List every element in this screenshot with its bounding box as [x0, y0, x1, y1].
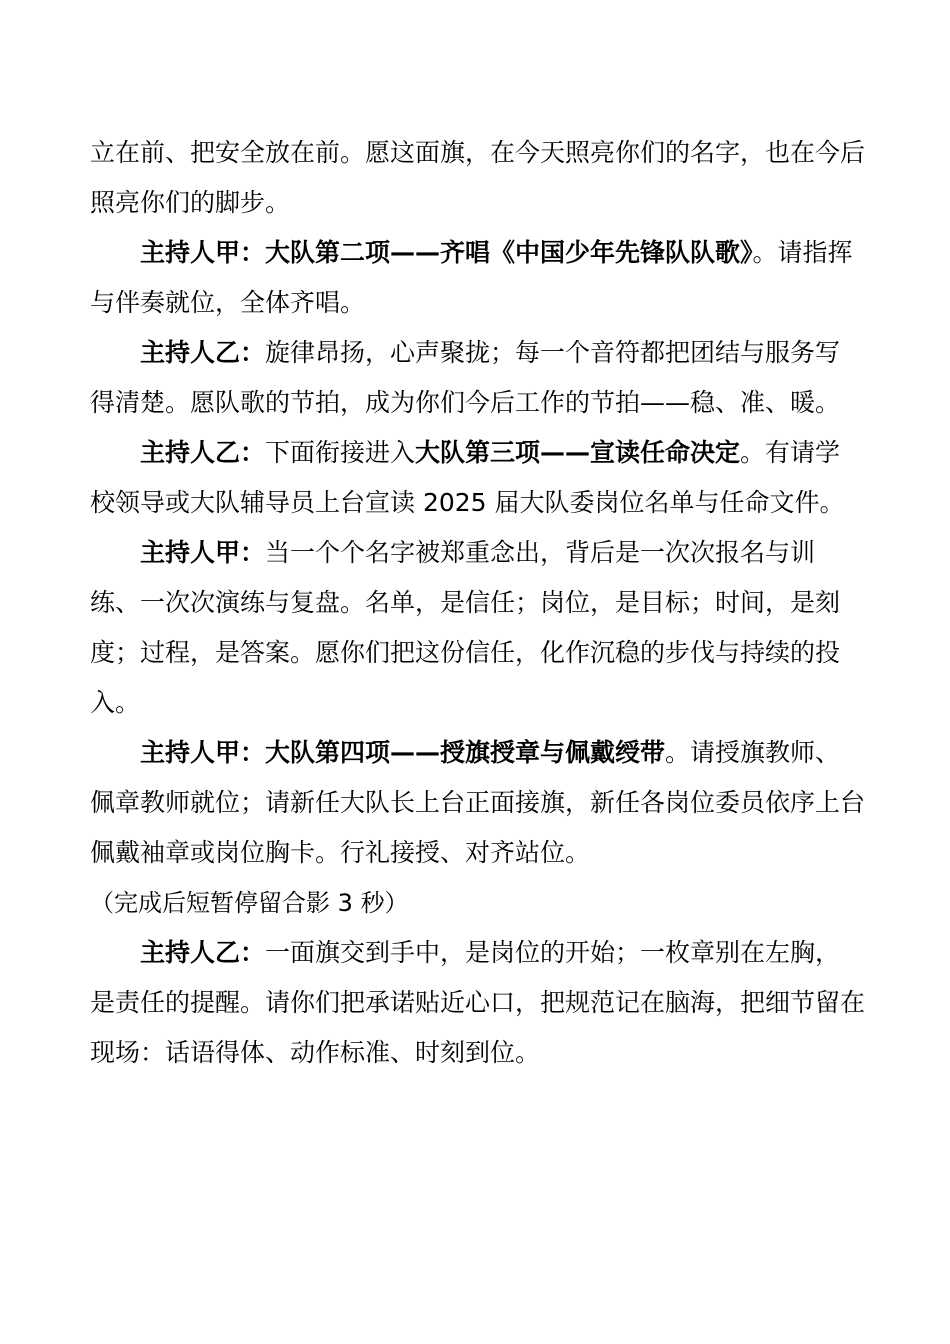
paragraph-8 — [90, 928, 865, 1078]
program-item-title: 大队第二项——齐唱《中国少年先锋队队歌》 — [265, 238, 753, 267]
document-body — [90, 128, 865, 1078]
speaker-label: 主持人乙： — [140, 938, 266, 967]
paragraph-text-before: 下面衔接进入 — [265, 438, 416, 467]
paragraph-5 — [90, 528, 865, 728]
stage-direction — [90, 878, 865, 928]
program-item-title: 大队第三项——宣读任命决定 — [415, 438, 741, 467]
paragraph-text: 。请指挥与伴奏就位，全体齐唱。 — [90, 238, 853, 317]
paragraph-text: 旋律昂扬，心声聚拢；每一个音符都把团结与服务写得清楚。愿队歌的节拍，成为你们今后工作的节拍——稳、准、暖。 — [90, 338, 841, 417]
paragraph-text: 当一个个名字被郑重念出，背后是一次次报名与训练、一次次演练与复盘。名单，是信任；岗位，是目标；时间，是刻度；过程，是答案。愿你们把这份信任，化作沉稳的步伐与持续的投入。 — [90, 538, 841, 717]
paragraph-text: 一面旗交到手中，是岗位的开始；一枚章别在左胸，是责任的提醒。请你们把承诺贴近心口，把规范记在脑海，把细节留在现场：话语得体、动作标准、时刻到位。 — [90, 938, 866, 1067]
paragraph-4 — [90, 428, 865, 528]
stage-direction-text: （完成后短暂停留合影 3 秒） — [90, 889, 409, 917]
paragraph-6 — [90, 728, 865, 878]
paragraph-3 — [90, 328, 865, 428]
paragraph-text: 。有请学校领导或大队辅导员上台宣读 2025 届大队委岗位名单与任命文件。 — [90, 438, 845, 517]
speaker-label: 主持人甲： — [140, 238, 266, 267]
speaker-label: 主持人甲： — [140, 738, 266, 767]
paragraph-text: 。请授旗教师、佩章教师就位；请新任大队长上台正面接旗，新任各岗位委员依序上台佩戴袖章或岗位胸卡。行礼接授、对齐站位。 — [90, 738, 866, 867]
speaker-label: 主持人乙： — [140, 338, 266, 367]
paragraph-text: 立在前、把安全放在前。愿这面旗，在今天照亮你们的名字，也在今后照亮你们的脚步。 — [90, 138, 866, 217]
paragraph-2 — [90, 228, 865, 328]
program-item-title: 大队第四项——授旗授章与佩戴绶带 — [265, 738, 666, 767]
speaker-label: 主持人甲： — [140, 538, 266, 567]
speaker-label: 主持人乙： — [140, 438, 266, 467]
paragraph-1 — [90, 128, 865, 228]
